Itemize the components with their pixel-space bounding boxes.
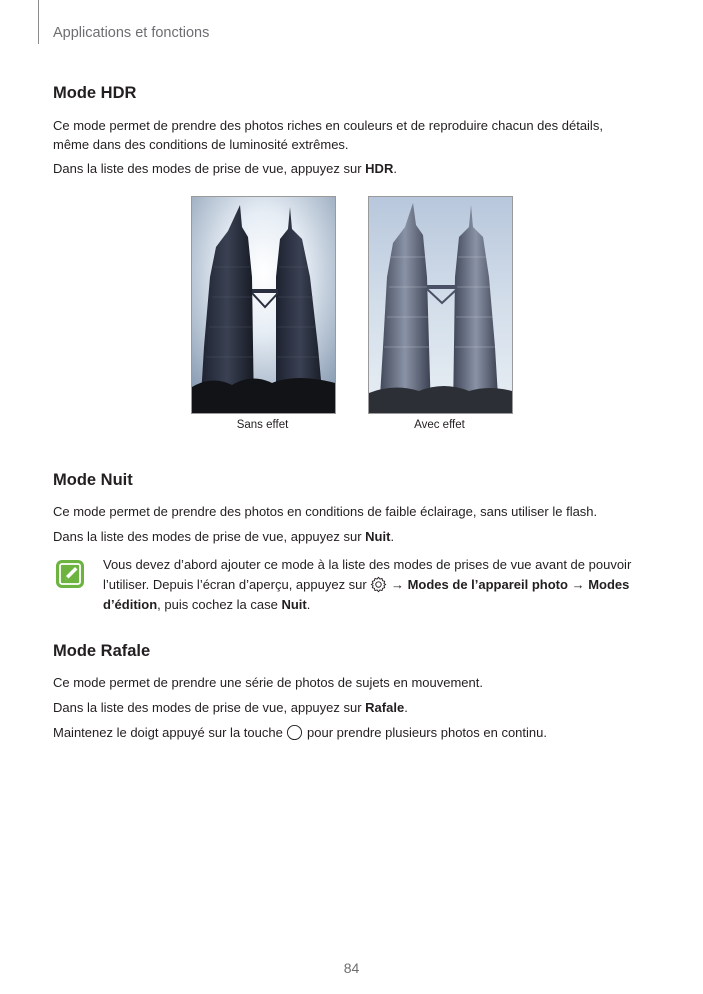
section-title-night: Mode Nuit <box>53 471 133 489</box>
caption-without-effect: Sans effet <box>236 419 289 431</box>
caption-with-effect: Avec effet <box>414 419 465 431</box>
section-title-burst: Mode Rafale <box>53 642 151 660</box>
night-description: Ce mode permet de prendre des photos en conditions de faible éclairage, sans utiliser le flash. <box>53 504 598 519</box>
photo-with-hdr <box>368 196 513 414</box>
hdr-instruction: Dans la liste des modes de prise de vue, appuyez sur HDR. <box>53 161 397 176</box>
towers-photo-with-effect <box>369 197 512 413</box>
night-note: Vous devez d’abord ajouter ce mode à la liste des modes de prises de vue avant de pouvoir l’utiliser. Depuis l’écran d’aperçu, appuyez sur → Modes de l’appareil photo → Modes d’édition, puis cochez la case Nuit. <box>103 557 632 612</box>
shutter-circle-icon <box>286 724 303 741</box>
header-rule <box>38 0 39 44</box>
night-instruction: Dans la liste des modes de prise de vue, appuyez sur Nuit. <box>53 529 395 544</box>
night-checkbox-label: Nuit <box>281 597 307 612</box>
hdr-mode-label: HDR <box>365 161 394 176</box>
camera-modes-label: Modes de l’appareil photo <box>407 577 568 592</box>
hdr-instruction-text: Dans la liste des modes de prise de vue, appuyez sur <box>53 161 366 176</box>
night-mode-label: Nuit <box>365 529 391 544</box>
hdr-description-line1: Ce mode permet de prendre des photos riches en couleurs et de reproduire chacun des détails, <box>53 118 603 133</box>
section-title-hdr: Mode HDR <box>53 84 137 102</box>
note-pencil-icon <box>55 559 85 589</box>
burst-mode-label: Rafale <box>365 700 405 715</box>
page-number: 84 <box>343 960 360 976</box>
towers-photo-without-effect <box>192 197 335 413</box>
burst-instruction-text: Dans la liste des modes de prise de vue, appuyez sur <box>53 700 366 715</box>
burst-description: Ce mode permet de prendre une série de photos de sujets en mouvement. <box>53 675 483 690</box>
hdr-description <box>53 116 653 154</box>
photo-without-hdr <box>191 196 336 414</box>
gear-icon <box>370 576 387 593</box>
burst-hold-instruction: Maintenez le doigt appuyé sur la touche pour prendre plusieurs photos en continu. <box>53 725 547 740</box>
running-header: Applications et fonctions <box>53 25 210 41</box>
hdr-description-line2: même dans des conditions de luminosité extrêmes. <box>53 137 349 152</box>
edit-modes-label: Modes d’édition <box>103 577 630 612</box>
burst-instruction: Dans la liste des modes de prise de vue, appuyez sur Rafale. <box>53 700 408 715</box>
night-instruction-text: Dans la liste des modes de prise de vue, appuyez sur <box>53 529 366 544</box>
